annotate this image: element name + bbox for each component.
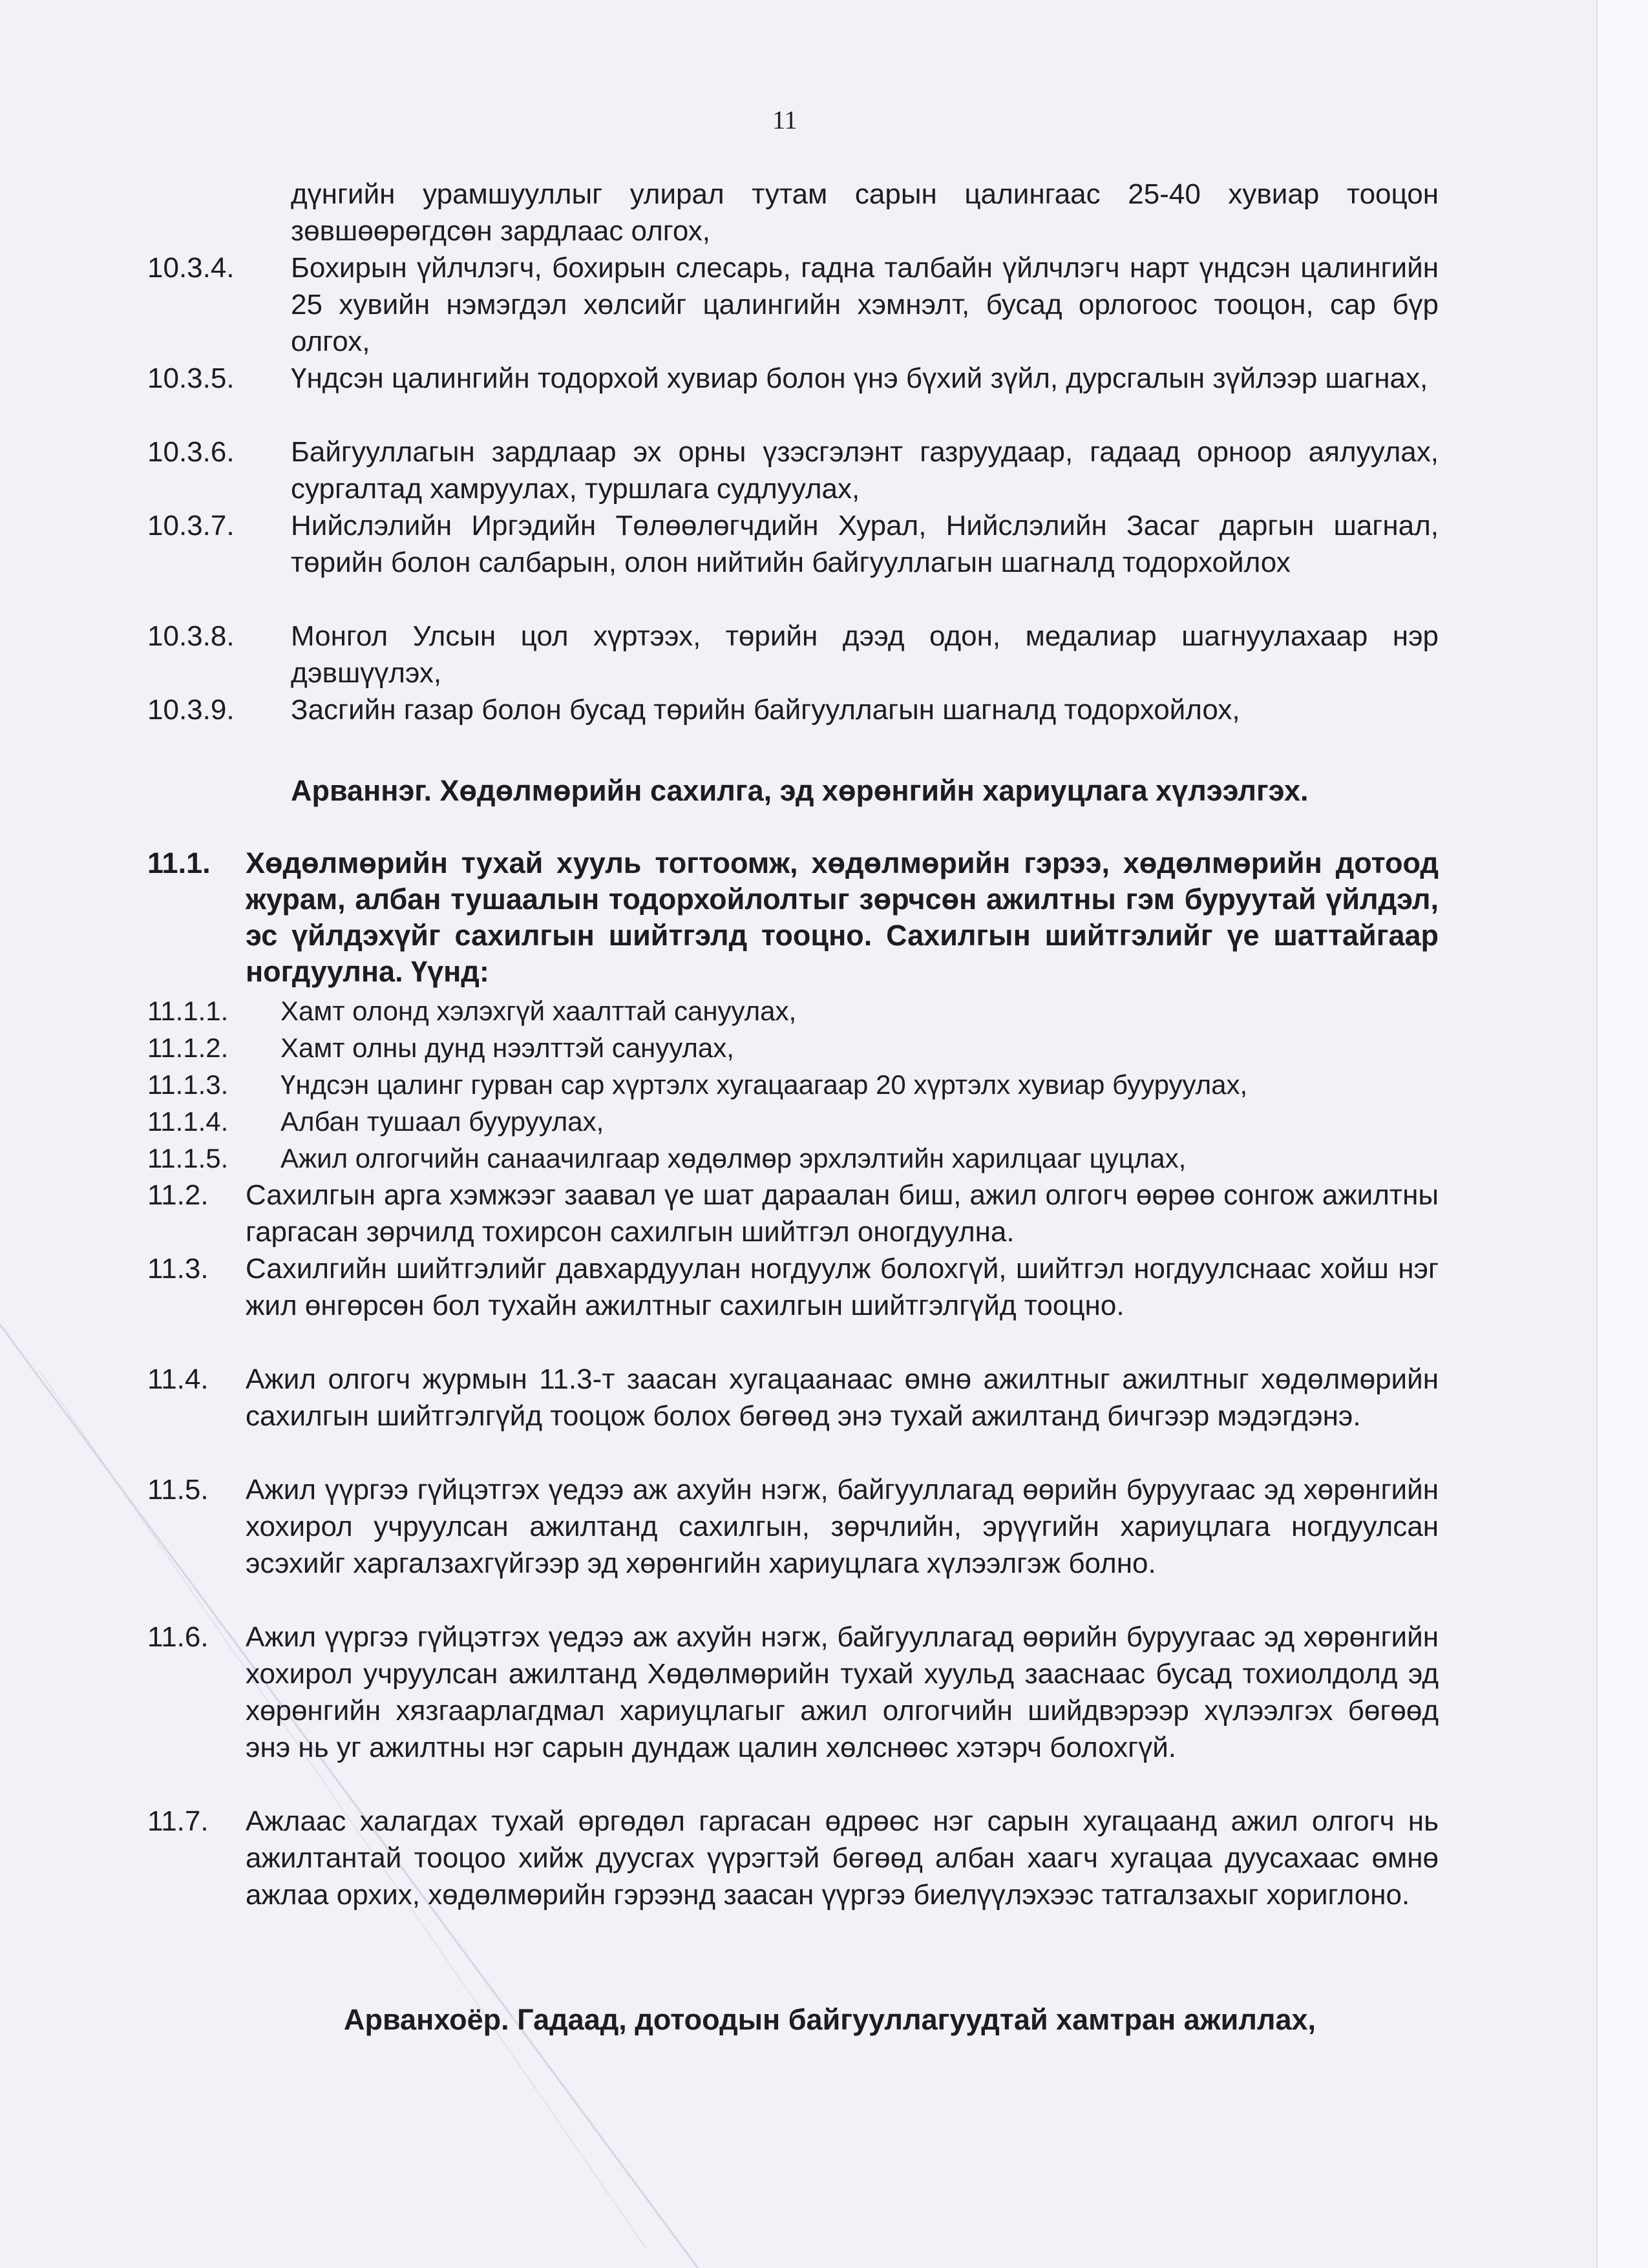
item-number: 10.3.4. <box>147 252 235 284</box>
item-text: Үндсэн цалинг гурван сар хүртэлх хугацаагаар 20 хүртэлх хувиар бууруулах, <box>280 1069 1248 1100</box>
list-item <box>147 1803 1439 1913</box>
list-item <box>147 360 1439 397</box>
item-number: 10.3.7. <box>147 510 235 541</box>
list-item <box>147 992 1439 1029</box>
item-number: 11.1. <box>147 846 211 879</box>
list-item <box>147 176 1439 249</box>
item-number: 11.6. <box>147 1621 209 1653</box>
list-item <box>147 845 1439 990</box>
list-item <box>147 1140 1439 1177</box>
scan-margin <box>1596 0 1648 2268</box>
item-number: 11.5. <box>147 1474 209 1506</box>
list-item <box>147 618 1439 691</box>
item-text: Хөдөлмөрийн тухай хууль тогтоомж, хөдөлмөрийн гэрээ, хөдөлмөрийн дотоод журам, албан тушаалын тодорхойлолтыг зөрчсөн ажилтны гэм буруутай үйлдэл, эс үйлдэхүйг сахилгын шийтгэлд тооцно. Сахилгын шийтгэлийг үе шаттайгаар ногдуулна. Үүнд: <box>246 846 1439 988</box>
list-item <box>147 1177 1439 1250</box>
item-text: Албан тушаал бууруулах, <box>280 1106 604 1137</box>
item-text: Үндсэн цалингийн тодорхой хувиар болон үнэ бүхий зүйл, дурсгалын зүйлээр шагнах, <box>291 362 1428 394</box>
item-text: Сахилгийн шийтгэлийг давхардуулан ногдуулж болохгүй, шийтгэл ногдуулснаас хойш нэг жил өнгөрсөн бол тухайн ажилтныг сахилгын шийтгэлгүйд тооцно. <box>246 1253 1439 1321</box>
item-text: Ажил үүргээ гүйцэтгэх үедээ аж ахуйн нэгж, байгууллагад өөрийн буруугаас эд хөрөнгийн хохирол учруулсан ажилтанд Хөдөлмөрийн тухай хуульд зааснаас бусад тохиолдолд эд хөрөнгийн хязгаарлагдмал хариуцлагыг ажил олгогчийн шийдвэрээр хүлээлгэх бөгөөд энэ нь уг ажилтны нэг сарын дундаж цалин хөлснөөс хэтэрч болохгүй. <box>246 1621 1439 1763</box>
item-text: Нийслэлийн Иргэдийн Төлөөлөгчдийн Хурал, Нийслэлийн Засаг даргын шагнал, төрийн болон салбарын, олон нийтийн байгууллагын шагналд тодорхойлох <box>291 510 1439 578</box>
item-text: дүнгийн урамшууллыг улирал тутам сарын цалингаас 25-40 хувиар тооцон зөвшөөрөгдсөн зардлаас олгох, <box>291 178 1439 247</box>
list-item <box>147 691 1439 728</box>
list-item <box>147 1619 1439 1766</box>
page-number: 11 <box>772 105 798 134</box>
item-text: Монгол Улсын цол хүртээх, төрийн дээд одон, медалиар шагнуулахаар нэр дэвшүүлэх, <box>291 620 1439 689</box>
list-item <box>147 1250 1439 1324</box>
item-text: Бохирын үйлчлэгч, бохирын слесарь, гадна талбайн үйлчлэгч нарт үндсэн цалингийн 25 хувийн нэмэгдэл хөлсийг цалингийн хэмнэлт, бусад орлогоос тооцон, сар бүр олгох, <box>291 252 1439 357</box>
item-number: 10.3.6. <box>147 436 235 468</box>
item-number: 10.3.8. <box>147 620 235 652</box>
item-number: 11.4. <box>147 1363 209 1395</box>
list-item <box>147 1103 1439 1140</box>
list-item <box>147 249 1439 360</box>
section-heading: Арванхоёр. Гадаад, дотоодын байгууллагуудтай хамтран ажиллах, <box>344 2003 1316 2036</box>
item-text: Сахилгын арга хэмжээг заавал үе шат дараалан биш, ажил олгогч өөрөө сонгож ажилтны гаргасан зөрчилд тохирсон сахилгын шийтгэл оногдуулна. <box>246 1179 1439 1248</box>
item-number: 11.1.2. <box>147 1033 229 1063</box>
section-heading: Арваннэг. Хөдөлмөрийн сахилга, эд хөрөнгийн хариуцлага хүлээлгэх. <box>291 774 1309 807</box>
item-text: Байгууллагын зардлаар эх орны үзэсгэлэнт газруудаар, гадаад орноор аялуулах, сургалтад хамруулах, туршлага судлуулах, <box>291 436 1439 505</box>
item-number: 11.1.1. <box>147 996 229 1026</box>
item-text: Засгийн газар болон бусад төрийн байгууллагын шагналд тодорхойлох, <box>291 694 1240 726</box>
item-number: 11.1.4. <box>147 1106 229 1137</box>
list-item <box>147 1471 1439 1582</box>
list-item <box>147 507 1439 581</box>
item-number: 10.3.9. <box>147 694 235 726</box>
item-number: 11.7. <box>147 1805 209 1837</box>
item-number: 11.2. <box>147 1179 209 1211</box>
item-text: Ажил олгогчийн санаачилгаар хөдөлмөр эрхлэлтийн харилцааг цуцлах, <box>280 1143 1187 1173</box>
item-text: Ажлаас халагдах тухай өргөдөл гаргасан өдрөөс нэг сарын хугацаанд ажил олгогч нь ажилтантай тооцоо хийж дуусгах үүрэгтэй бөгөөд албан хаагч хугацаа дуусахаас өмнө ажлаа орхих, хөдөлмөрийн гэрээнд заасан үүргээ биелүүлэхээс татгалзахыг хориглоно. <box>246 1805 1439 1911</box>
item-text: Хамт олны дунд нээлттэй сануулах, <box>280 1033 734 1063</box>
list-item <box>147 1029 1439 1066</box>
item-text: Хамт олонд хэлэхгүй хаалттай сануулах, <box>280 996 797 1026</box>
list-item <box>147 434 1439 507</box>
list-item <box>147 1361 1439 1434</box>
item-text: Ажил үүргээ гүйцэтгэх үедээ аж ахуйн нэгж, байгууллагад өөрийн буруугаас эд хөрөнгийн хохирол учруулсан ажилтанд сахилгын, зөрчлийн, эрүүгийн хариуцлага ногдуулсан эсэхийг харгалзахгүйгээр эд хөрөнгийн хариуцлага хүлээлгэж болно. <box>246 1474 1439 1579</box>
list-item <box>147 1066 1439 1103</box>
item-number: 10.3.5. <box>147 362 235 394</box>
item-text: Ажил олгогч журмын 11.3-т заасан хугацаанаас өмнө ажилтныг ажилтныг хөдөлмөрийн сахилгын шийтгэлгүйд тооцож болох бөгөөд энэ тухай ажилтанд бичгээр мэдэгдэнэ. <box>246 1363 1439 1432</box>
item-number: 11.3. <box>147 1253 209 1285</box>
item-number: 11.1.3. <box>147 1069 229 1100</box>
item-number: 11.1.5. <box>147 1143 229 1173</box>
